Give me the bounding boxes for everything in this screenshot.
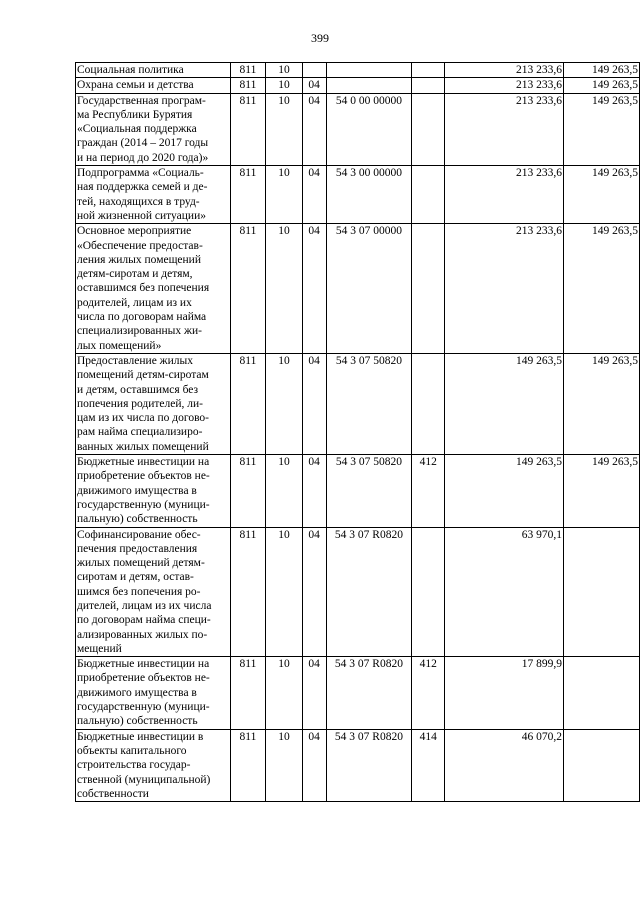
amount-cell [564,657,640,729]
section-code-cell: 10 [266,78,303,93]
item-name-line: ная поддержка семей и де- [77,181,208,194]
item-name-line: Основное мероприятие [77,225,192,238]
item-name-line: лых помещений» [77,339,162,352]
section-code-cell: 10 [266,166,303,224]
amount-cell: 213 233,6 [445,78,564,93]
admin-code-cell: 811 [230,63,266,78]
target-article-cell: 54 3 00 00000 [326,166,412,224]
item-name-line: Социальная политика [77,64,184,76]
amount-cell: 149 263,5 [564,166,640,224]
table-row [76,63,640,78]
item-name-line: строительства государ- [77,759,191,772]
item-name-line: помещений детям-сиротам [77,369,209,382]
item-name-line: рам найма специализиро- [77,426,203,439]
amount-cell: 213 233,6 [445,166,564,224]
section-code-cell: 10 [266,729,303,801]
item-name-cell [76,224,231,354]
target-article-cell [326,78,412,93]
item-name-line: Государственная програм- [77,94,206,107]
item-name-line: по договорам найма специ- [77,614,211,627]
item-name-line: ма Республики Бурятия [77,108,193,121]
item-name-line: родителей, лицам из их [77,296,192,309]
admin-code-cell: 811 [230,166,266,224]
amount-cell [564,729,640,801]
item-name-line: жилых помещений детям- [77,557,205,570]
item-name-line: дителей, лицам из их числа [77,599,212,612]
amount-cell: 213 233,6 [445,93,564,165]
item-name-cell [76,729,231,801]
admin-code-cell: 811 [230,455,266,527]
page-number: 399 [311,31,329,45]
item-name-line: ванных жилых помещений [77,440,209,453]
amount-cell: 149 263,5 [564,455,640,527]
item-name-cell [76,63,231,78]
expense-type-cell [412,93,445,165]
amount-cell: 17 899,9 [445,657,564,729]
table-row [76,166,640,224]
section-code-cell: 10 [266,224,303,354]
expense-type-cell: 412 [412,657,445,729]
target-article-cell: 54 3 07 00000 [326,224,412,354]
admin-code-cell: 811 [230,657,266,729]
subsection-code-cell: 04 [302,224,326,354]
table-row [76,657,640,729]
item-name-line: тей, находящихся в труд- [77,195,200,208]
item-name-line: Предоставление жилых [77,354,193,367]
subsection-code-cell: 04 [302,729,326,801]
item-name-line: государственную (муници- [77,701,210,714]
section-code-cell: 10 [266,93,303,165]
expense-type-cell [412,78,445,93]
item-name-line: движимого имущества в [77,686,197,699]
amount-cell: 46 070,2 [445,729,564,801]
subsection-code-cell: 04 [302,78,326,93]
item-name-line: Бюджетные инвестиции на [77,456,210,469]
item-name-line: приобретение объектов не- [77,672,210,685]
subsection-code-cell: 04 [302,527,326,657]
subsection-code-cell [302,63,326,78]
subsection-code-cell: 04 [302,166,326,224]
table-row [76,224,640,354]
item-name-line: шимся без попечения ро- [77,585,201,598]
item-name-line: мещений [77,642,122,655]
budget-table-body [76,63,640,802]
target-article-cell: 54 0 00 00000 [326,93,412,165]
section-code-cell: 10 [266,63,303,78]
subsection-code-cell: 04 [302,93,326,165]
target-article-cell: 54 3 07 50820 [326,455,412,527]
target-article-cell: 54 3 07 50820 [326,353,412,454]
expense-type-cell [412,527,445,657]
item-name-line: попечения родителей, ли- [77,397,204,410]
target-article-cell [326,63,412,78]
section-code-cell: 10 [266,527,303,657]
item-name-line: граждан (2014 – 2017 годы [77,137,209,150]
section-code-cell: 10 [266,657,303,729]
target-article-cell: 54 3 07 R0820 [326,657,412,729]
subsection-code-cell: 04 [302,657,326,729]
admin-code-cell: 811 [230,224,266,354]
table-row [76,455,640,527]
item-name-line: числа по договорам найма [77,311,207,324]
item-name-line: ализированных жилых по- [77,628,208,641]
amount-cell: 149 263,5 [564,63,640,78]
amount-cell: 149 263,5 [445,353,564,454]
item-name-line: и детям, оставшимся без [77,383,199,396]
expense-type-cell: 414 [412,729,445,801]
amount-cell [564,527,640,657]
item-name-cell [76,353,231,454]
item-name-line: Бюджетные инвестиции на [77,658,210,671]
item-name-line: ной жизненной ситуации» [77,209,206,222]
item-name-line: детям-сиротам и детям, [77,268,193,281]
item-name-cell [76,166,231,224]
expense-type-cell [412,353,445,454]
amount-cell: 149 263,5 [564,353,640,454]
item-name-line: движимого имущества в [77,484,197,497]
item-name-line: Охрана семьи и детства [77,79,194,92]
item-name-line: печения предоставления [77,542,198,555]
section-code-cell: 10 [266,455,303,527]
item-name-line: ственной (муниципальной) [77,773,211,786]
item-name-line: оставшимся без попечения [77,282,210,295]
amount-cell: 149 263,5 [564,78,640,93]
item-name-line: собственности [77,787,149,800]
admin-code-cell: 811 [230,78,266,93]
item-name-line: «Социальная поддержка [77,123,197,136]
subsection-code-cell: 04 [302,455,326,527]
item-name-line: сиротам и детям, остав- [77,571,194,584]
subsection-code-cell: 04 [302,353,326,454]
table-row [76,78,640,93]
item-name-line: пальную) собственность [77,715,198,728]
admin-code-cell: 811 [230,353,266,454]
expense-type-cell [412,224,445,354]
item-name-line: специализированных жи- [77,325,202,338]
item-name-line: и на период до 2020 года)» [77,151,209,164]
table-row [76,93,640,165]
expense-type-cell: 412 [412,455,445,527]
item-name-line: ления жилых помещений [77,253,201,266]
item-name-line: государственную (муници- [77,498,210,511]
expense-type-cell [412,63,445,78]
item-name-line: цам из их числа по догово- [77,412,210,425]
amount-cell: 149 263,5 [445,455,564,527]
item-name-cell [76,455,231,527]
target-article-cell: 54 3 07 R0820 [326,729,412,801]
expense-type-cell [412,166,445,224]
admin-code-cell: 811 [230,527,266,657]
item-name-cell [76,527,231,657]
admin-code-cell: 811 [230,729,266,801]
item-name-line: объекты капитального [77,744,187,757]
amount-cell: 149 263,5 [564,93,640,165]
amount-cell: 213 233,6 [445,224,564,354]
item-name-cell [76,657,231,729]
item-name-line: Бюджетные инвестиции в [77,730,204,743]
table-row [76,527,640,657]
item-name-cell [76,78,231,93]
section-code-cell: 10 [266,353,303,454]
table-row [76,729,640,801]
amount-cell: 63 970,1 [445,527,564,657]
amount-cell: 213 233,6 [445,63,564,78]
amount-cell: 149 263,5 [564,224,640,354]
item-name-line: приобретение объектов не- [77,470,210,483]
item-name-cell [76,93,231,165]
admin-code-cell: 811 [230,93,266,165]
item-name-line: пальную) собственность [77,513,198,526]
item-name-line: «Обеспечение предостав- [77,239,203,252]
item-name-line: Софинансирование обес- [77,528,201,541]
budget-table [75,62,640,802]
table-row [76,353,640,454]
target-article-cell: 54 3 07 R0820 [326,527,412,657]
item-name-line: Подпрограмма «Социаль- [77,167,204,180]
